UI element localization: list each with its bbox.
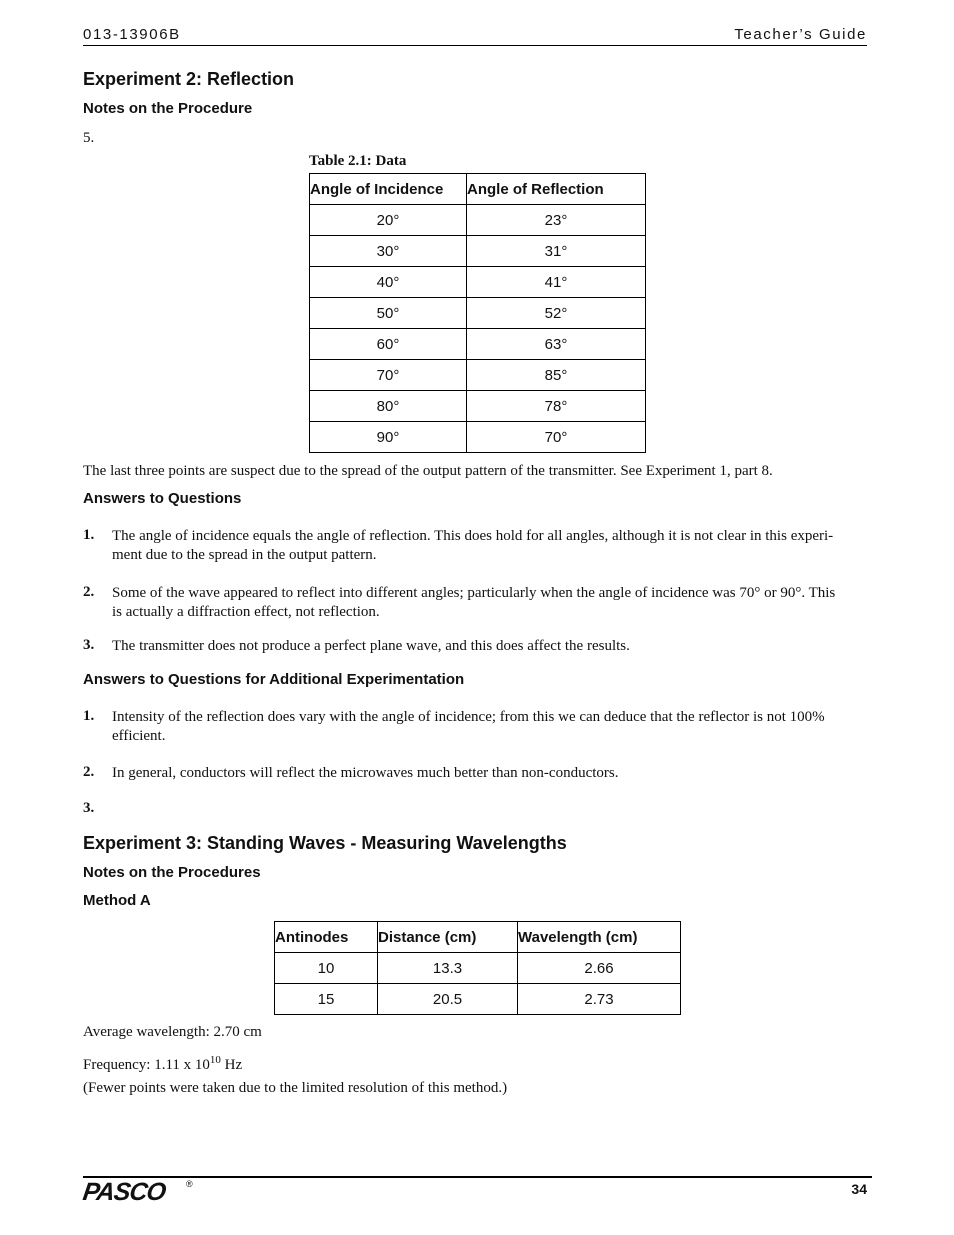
experiment-2-title: Experiment 2: Reflection (83, 69, 295, 89)
incidence-cell: 90° (310, 422, 467, 453)
pasco-logo: PASCO (81, 1178, 168, 1206)
answer-text (112, 637, 867, 656)
column-header: Wavelength (cm) (518, 922, 681, 953)
answer-number: 3. (83, 800, 95, 816)
procedures-notes-heading: Notes on the Procedures (83, 864, 261, 881)
table-row (275, 953, 681, 984)
answers-heading: Answers to Questions (83, 490, 242, 507)
table-row (310, 391, 646, 422)
answer-text (112, 708, 867, 746)
average-wavelength: Average wavelength: 2.70 cm (83, 1024, 262, 1040)
doc-number: 013-13906B (83, 26, 181, 43)
answer-line: is actually a diffraction effect, not reflection. (112, 604, 380, 620)
reflection-cell: 41° (467, 267, 646, 298)
distance-cell: 20.5 (378, 984, 518, 1015)
incidence-cell: 30° (310, 236, 467, 267)
answer-line: In general, conductors will reflect the microwaves much better than non-conductors. (112, 765, 619, 781)
step-number: 5. (83, 130, 95, 146)
frequency (83, 1051, 242, 1075)
answer-number: 2. (83, 584, 95, 600)
table-row (310, 298, 646, 329)
incidence-cell: 70° (310, 360, 467, 391)
table-header-row (310, 174, 646, 205)
reflection-cell: 31° (467, 236, 646, 267)
antinodes-cell: 10 (275, 953, 378, 984)
answer-line: Intensity of the reflection does vary with the angle of incidence; from this we can deduce that the reflector is not 100% (112, 709, 825, 725)
table-row (310, 360, 646, 391)
incidence-cell: 60° (310, 329, 467, 360)
guide-title: Teacher’s Guide (734, 26, 867, 43)
incidence-cell: 40° (310, 267, 467, 298)
answer-line: The angle of incidence equals the angle of reflection. This does hold for all angles, although it is not clear in this experi- (112, 528, 834, 544)
suspect-points-note: The last three points are suspect due to the spread of the output pattern of the transmitter. See Experiment 1, part 8. (83, 463, 773, 479)
table-row (310, 267, 646, 298)
table-header-row (275, 922, 681, 953)
table-2-1-caption: Table 2.1: Data (309, 153, 407, 169)
table-row (310, 329, 646, 360)
distance-cell: 13.3 (378, 953, 518, 984)
table-row (310, 236, 646, 267)
answer-line: The transmitter does not produce a perfect plane wave, and this does affect the results. (112, 638, 630, 654)
column-header: Angle of Incidence (310, 174, 467, 205)
reflection-cell: 70° (467, 422, 646, 453)
reflection-cell: 23° (467, 205, 646, 236)
registered-mark: ® (186, 1179, 193, 1189)
reflection-cell: 78° (467, 391, 646, 422)
wavelength-cell: 2.73 (518, 984, 681, 1015)
reflection-cell: 85° (467, 360, 646, 391)
frequency-unit: Hz (220, 1057, 243, 1073)
reflection-cell: 63° (467, 329, 646, 360)
answer-line: efficient. (112, 728, 166, 744)
column-header: Distance (cm) (378, 922, 518, 953)
resolution-note: (Fewer points were taken due to the limited resolution of this method.) (83, 1080, 508, 1096)
header-divider (83, 45, 867, 46)
table-row (275, 984, 681, 1015)
reflection-cell: 52° (467, 298, 646, 329)
footer-divider (83, 1176, 872, 1178)
incidence-cell: 50° (310, 298, 467, 329)
answer-number: 1. (83, 527, 95, 543)
answer-number: 3. (83, 637, 95, 653)
reflection-data-table (309, 173, 646, 453)
frequency-value: Frequency: 1.11 x 10 (83, 1057, 210, 1073)
page-number: 34 (851, 1181, 867, 1197)
answer-text (112, 527, 867, 565)
experiment-3-title: Experiment 3: Standing Waves - Measuring Wavelengths (83, 833, 567, 853)
column-header: Antinodes (275, 922, 378, 953)
column-header: Angle of Reflection (467, 174, 646, 205)
antinodes-cell: 15 (275, 984, 378, 1015)
additional-answers-heading: Answers to Questions for Additional Experimentation (83, 671, 465, 688)
table-row (310, 205, 646, 236)
wavelength-table (274, 921, 681, 1015)
answer-line: Some of the wave appeared to reflect into different angles; particularly when the angle of incidence was 70° or 90°. This (112, 585, 836, 601)
incidence-cell: 20° (310, 205, 467, 236)
wavelength-cell: 2.66 (518, 953, 681, 984)
answer-text (112, 584, 867, 622)
incidence-cell: 80° (310, 391, 467, 422)
answer-text (112, 764, 867, 783)
answer-line: ment due to the spread in the output pattern. (112, 547, 377, 563)
method-a-heading: Method A (83, 892, 151, 909)
answer-number: 2. (83, 764, 95, 780)
frequency-exponent: 10 (209, 1054, 221, 1066)
procedure-notes-heading: Notes on the Procedure (83, 100, 253, 117)
table-row (310, 422, 646, 453)
answer-number: 1. (83, 708, 95, 724)
